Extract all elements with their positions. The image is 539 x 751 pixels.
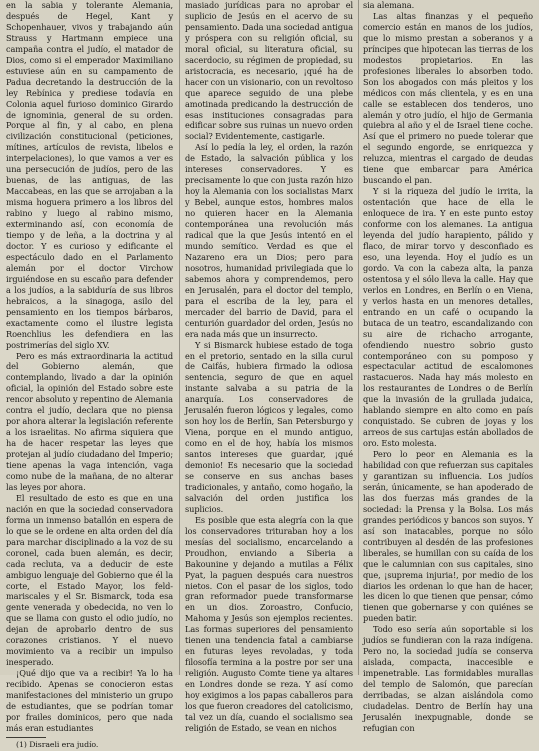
footnote: (1) Disraeli era judío. — [16, 739, 99, 749]
footnote-divider — [6, 737, 46, 738]
text-column-3 — [363, 0, 533, 733]
text-column-2 — [185, 0, 353, 733]
column-divider — [179, 0, 180, 675]
paragraph: Así lo pedía la ley, el orden, la razón de Estado, la salvación pública y los intereses conservadores. Y es precisamente lo que con justa razón hizo hoy la Alemania con los socialistas Marx y Bebel, aunque estos, hombres malos no quieren hacer en la Alemania contemporánea una revolución más radical que la que Jesús intentó en el mundo semítico. Verdad es que el Nazareno era un Dios; pero para nosotros, humanidad privilegiada que lo sabemos ahora y comprendemos, pero en Jerusalén, para el doctor del templo, para el escriba de la ley, para el mercader del barrio de David, para el centurión guardador del orden, Jesús no era nada más que un insurrecto. — [185, 142, 353, 339]
paragraph: Es posible que esta alegría con la que los conservadores trituraban hoy a los mesías del socialismo, encarcelando a Proudhon, enviando a Siberia a Bakounine y dejando a mutilas a Félix Pyat, la paguen después cara nuestros nietos. Con el pasar de los siglos, todo gran reformador puede transformarse en un dios. Zoroastro, Confucio, Mahoma y Jesús son ejemplos recientes. Las formas superiores del pensamiento tienen una tendencia fatal a cambiarse en futuras leyes revoladas, y toda filosofía termina a la postre por ser una religión. Augusto Comte tiene ya altares en Londres donde se reza. Y así como hoy exigimos a los papas caballeros para los que fueron creadores del catolicismo, tal vez un día, cuando el socialismo sea religión de Estado, se vean en nichos — [185, 514, 353, 733]
text-column-1 — [6, 0, 173, 749]
paragraph: Y si la riqueza del judío le irrita, la ostentación que hace de ella le enloquece de ira. Y en este punto estoy conforme con los alemanes. La antigua leyenda del judío harapiento, pálido y flaco, de mirar torvo y desconfiado es eso, una leyenda. Hoy el judío es un gordo. Va con la cabeza alta, la panza ostentosa y el sólo lleva la calle. Hay que verlos en Londres, en Berlín o en Viena, y verlos hasta en un menores detalles, entrando en un café o ocupando la butaca de un teatro, escandalizando con su aire de richacho arrogante, ofendiendo nuestro sobrio gusto contemporáneo con su pomposo y espectacular actitud de escalomones rastacueros. Nada hay más molesto en los restaurantes de Londres o de Berlín que la invasión de la grullada judaica, hablando siempre en alto como en país conquistado. Se cubren de joyas y los arreos de sus cartujas están abollados de oro. Esto molesta. — [363, 186, 533, 449]
paragraph: Y si Bismarck hubiese estado de toga en el pretorio, sentado en la silla curul de Caifás, hubiera firmado la odiosa sentencia, seguro de que en aquel instante salvaba a su patria de la anarquía. Los conservadores de Jerusalén fueron lógicos y legales, como son hoy los de Berlín, San Petersburgo y Viena, porque en el mundo antiguo, como en el de hoy, había los mismos santos intereses que guardar, ¡qué demonio! Es necesario que la sociedad se conserve en sus anchas bases tradicionales, y antaño, como hogaño, la salvación del orden justifica los suplicios. — [185, 339, 353, 514]
paragraph: Pero es más extraordinaria la actitud del Gobierno alemán, que contemplando, livado a dar la opinión oficial, la opinión del Estado sobre este rencor absoluto y repentino de Alemania contra el judío, declara que no piensa por ahora alterar la legislación referente a los israelitas. No afirma siquiera que ha de hacer respetar las leyes que protejan al judío ciudadano del Imperio; tiene apenas la vaga intención, vaga como nube de la mañana, de no alterar las leyes por ahora. — [6, 350, 173, 492]
paragraph: Pero lo peor en Alemania es la habilidad con que refuerzan sus capitales y garantizan su influencia. Los judíos serán, únicamente, se han apoderado de las dos fuerzas más grandes de la sociedad: la Prensa y la Bolsa. Los más grandes periódicos y bancos son suyos. Y así son inatacables, porque no sólo contribuyen al desdén de las profesiones liberales, se humillan con su caída de los que le calumnian con sus capitales, sino que, ¡suprema injuria!, por medio de los diarios les ordenan lo que han de hacer, les dicen lo que tienen que pensar, cómo tienen que gobernarse y con quiénes se pueden batir. — [363, 449, 533, 624]
paragraph: en la sabia y tolerante Alemania, después de Hegel, Kant y Schopenhauer, vivos y trabajando aún Strauss y Hartmann empiece una campaña contra el judío, el matador de Dios, como si el emperador Maximiliano estuviese aún en su campamento de Padua decretando la destrucción de la ley Rebínica y prediese todavía en Colonia aquel furioso dominico Girardo de ignominia, general de su orden. Porque al fin, y al cabo, en plena civilización constitucional (peticiones, mítines, artículos de revista, libelos e interpelaciones), lo que vamos a ver es una persecución de judíos, pero de las buenas, de las antiguas, de las Maccabeas, en las que se arrojaban a la misma hoguera primero a los libros del rabino y luego al rabino mismo, exterminando así, con economía de tiempo y de leña, a la doctrina y al doctor. Y es curioso y edificante el espectáculo dado en el Parlamento alemán por el doctor Virchow irguiéndose en su escaño para defender a los judíos, a la sabiduría de sus libros hebraicos, a la sinagoga, asilo del pensamiento en los tiempos bárbaros, exactamente como el ilustre legista Roenchlius les defendiera en las postrimerías del siglo XV. — [6, 0, 173, 350]
column-divider — [358, 0, 359, 675]
paragraph: Todo eso sería aún soportable si los judíos se fundieran con la raza indígena. Pero no, la sociedad judía se conserva aislada, compacta, inaccesible e impenetrable. Las formidables murallas del templo de Salomón, que parecían derribadas, se alzan aislándola como ciudadelas. Dentro de Berlín hay una Jerusalén inexpugnable, donde se refugian con — [363, 624, 533, 733]
paragraph: masiado jurídicas para no aprobar el suplicio de Jesús en el acervo de su pensamiento. Dada una sociedad antigua y próspera con su religión oficial, su moral oficial, su literatura oficial, su sacerdocio, su régimen de propiedad, su aristocracia, es necesario, ¡qué ha de hacer con un visionario, con un revoltoso que aparece seguido de una plebe amotinada predicando la destrucción de esas instituciones consagradas para edificar sobre sus ruinas un nuevo orden social? Evidentemente, castigarle. — [185, 0, 353, 142]
paragraph: ¡Qué dijo que va a recibir! Ya lo ha recibido. Apenas se conocieron estas manifestaciones del ministerio un grupo de estudiantes, que se podrían tomar por frailes dominicos, pero que nada más eran estudiantes — [6, 668, 173, 733]
paragraph: Las altas finanzas y el pequeño comercio están en manos de los judíos, que lo mismo prestan a soberanos y a príncipes que hipotecan las tierras de los modestos propietarios. En las profesiones liberales lo absorben todo. Son los abogados con más pleitos y los médicos con más clientela, y es en una calle se establecen dos tenderos, uno alemán y otro judío, el hijo de Germania quiebra al año y el de Israel tiene coche. Así que el primero no puede tolerar que el segundo engorde, se enriquezca y reluzca, mientras el cargado de deudas tiene que embarcar para América buscando el pan. — [363, 10, 533, 186]
paragraph: El resultado de esto es que en una nación en que la sociedad conservadora forma un inmenso batallón en espera de lo que se le ordene en alta orden del día para marchar disciplinado a la voz de su coronel, cada buen alemán, es decir, cada recluta, va a deducir de este ambiguo lenguaje del Gobierno que él la corte, el Estado Mayor, los feld-mariscales y el Sr. Bismarck, toda esa gente venerada y obedecida, no ven lo que se llama con gusto el odio judío, no dejan de aprobarlo dentro de sus corazones cristianos. Y el nuevo movimiento va a recibir un impulso inesperado. — [6, 492, 173, 668]
paragraph: sia alemana. — [363, 0, 415, 10]
